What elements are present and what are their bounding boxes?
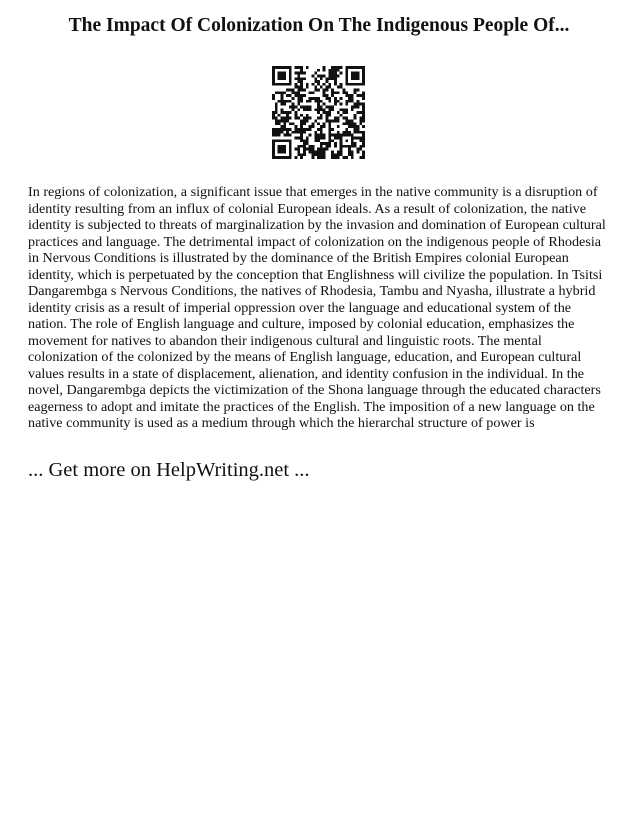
qr-code-icon[interactable] xyxy=(272,66,365,159)
get-more-link[interactable]: ... Get more on HelpWriting.net ... xyxy=(28,459,310,481)
article-body: In regions of colonization, a significant issue that emerges in the native community is a disruption of identity resulting from an influx of colonial European ideals. As a result of colonization, the native identity is subjected to threats of marginalization by the invasion and domination of European cultural practices and language. The detrimental impact of colonization on the indigenous people of Rhodesia in Nervous Conditions is illustrated by the dominance of the British Empires colonial European identity, which is perpetuated by the conception that Englishness will civilize the population. In Tsitsi Dangarembga s Nervous Conditions, the natives of Rhodesia, Tambu and Nyasha, illustrate a hybrid identity crisis as a result of imperial oppression over the language and educational system of the nation. The role of English language and culture, imposed by colonial education, emphasizes the movement for natives to abandon their indigenous cultural and linguistic roots. The mental colonization of the colonized by the means of English language, education, and European cultural values results in a state of displacement, alienation, and identity confusion in the individual. In the novel, Dangarembga depicts the victimization of the Shona language through the educated characters eagerness to adopt and imitate the practices of the English. The imposition of a new language on the native community is used as a medium through which the hierarchal structure of power is xyxy=(28,184,606,431)
qr-code-graphic xyxy=(272,66,365,159)
document-title: The Impact Of Colonization On The Indigenous People Of... xyxy=(68,15,570,36)
